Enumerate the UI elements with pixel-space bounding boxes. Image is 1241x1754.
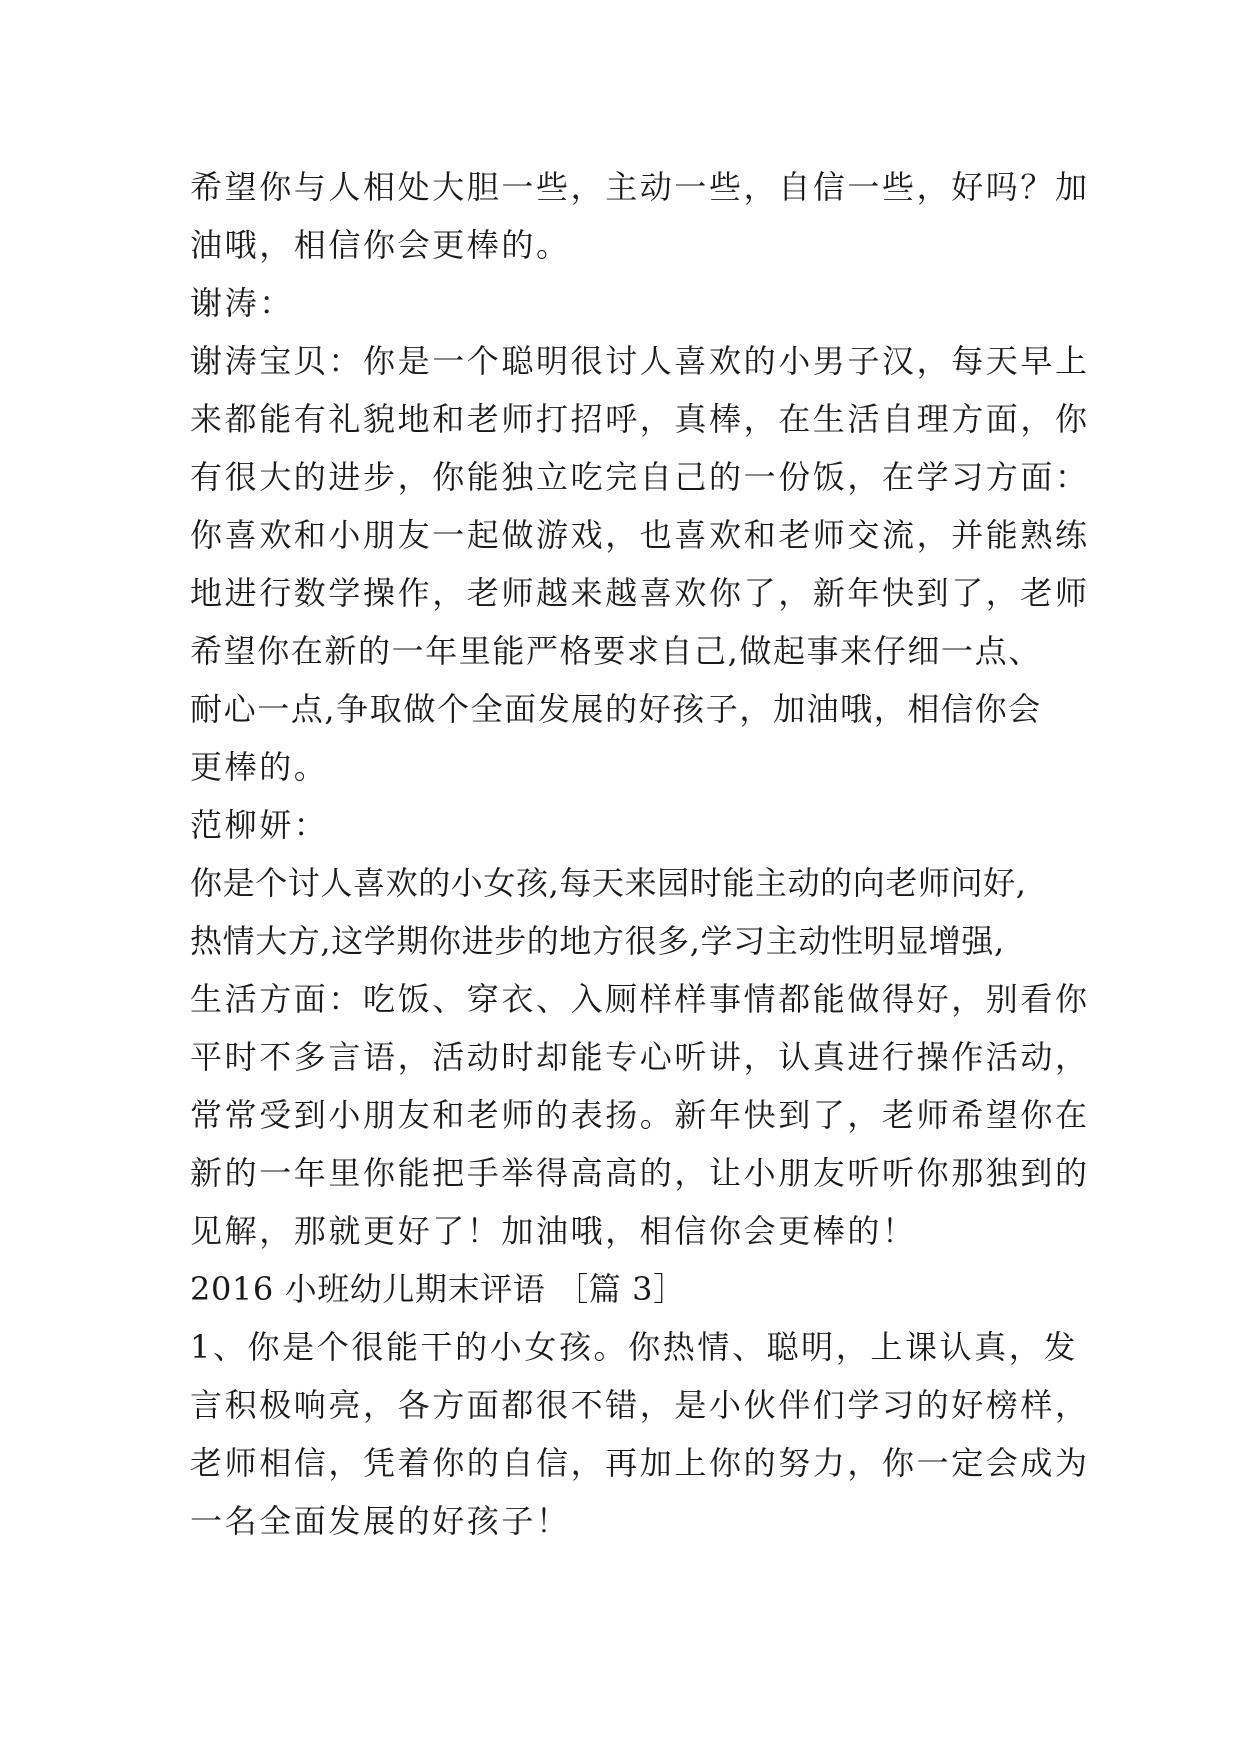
text-line: 有很大的进步，你能独立吃完自己的一份饭，在学习方面： <box>190 458 1090 496</box>
text-line: 平时不多言语，活动时却能专心听讲，认真进行操作活动， <box>190 1038 1090 1076</box>
text-line: 来都能有礼貌地和老师打招呼，真棒，在生活自理方面，你 <box>190 400 1090 438</box>
text-line: 热情大方,这学期你进步的地方很多,学习主动性明显增强, <box>190 922 1005 960</box>
text-line: 老师相信，凭着你的自信，再加上你的努力，你一定会成为 <box>190 1444 1090 1482</box>
text-line: 耐心一点,争取做个全面发展的好孩子，加油哦，相信你会 <box>190 690 1042 728</box>
text-line: 言积极响亮，各方面都很不错，是小伙伴们学习的好榜样， <box>190 1386 1090 1424</box>
text-line: 希望你与人相处大胆一些，主动一些，自信一些，好吗？加 <box>190 168 1090 206</box>
text-line: 1、你是个很能干的小女孩。你热情、聪明，上课认真，发 <box>190 1328 1078 1366</box>
section-heading: 2016 小班幼儿期末评语 ［篇 3］ <box>190 1270 686 1308</box>
text-line: 地进行数学操作，老师越来越喜欢你了，新年快到了，老师 <box>190 574 1090 612</box>
text-line: 常常受到小朋友和老师的表扬。新年快到了，老师希望你在 <box>190 1096 1090 1134</box>
student-name-heading: 范柳妍： <box>190 806 329 844</box>
text-line: 新的一年里你能把手举得高高的，让小朋友听听你那独到的 <box>190 1154 1090 1192</box>
text-line: 你喜欢和小朋友一起做游戏，也喜欢和老师交流，并能熟练 <box>190 516 1090 554</box>
text-line: 更棒的。 <box>190 748 329 786</box>
text-line: 生活方面：吃饭、穿衣、入厕样样事情都能做得好，别看你 <box>190 980 1090 1018</box>
text-line: 你是个讨人喜欢的小女孩,每天来园时能主动的向老师问好, <box>190 864 1027 902</box>
text-line: 希望你在新的一年里能严格要求自己,做起事来仔细一点、 <box>190 632 1042 670</box>
student-name-heading: 谢涛： <box>190 284 294 322</box>
text-line: 油哦，相信你会更棒的。 <box>190 226 571 264</box>
text-line: 一名全面发展的好孩子！ <box>190 1502 571 1540</box>
document-body <box>190 158 1090 1550</box>
text-line: 谢涛宝贝：你是一个聪明很讨人喜欢的小男子汉，每天早上 <box>190 342 1090 380</box>
text-line: 见解，那就更好了！加油哦，相信你会更棒的！ <box>190 1212 917 1250</box>
